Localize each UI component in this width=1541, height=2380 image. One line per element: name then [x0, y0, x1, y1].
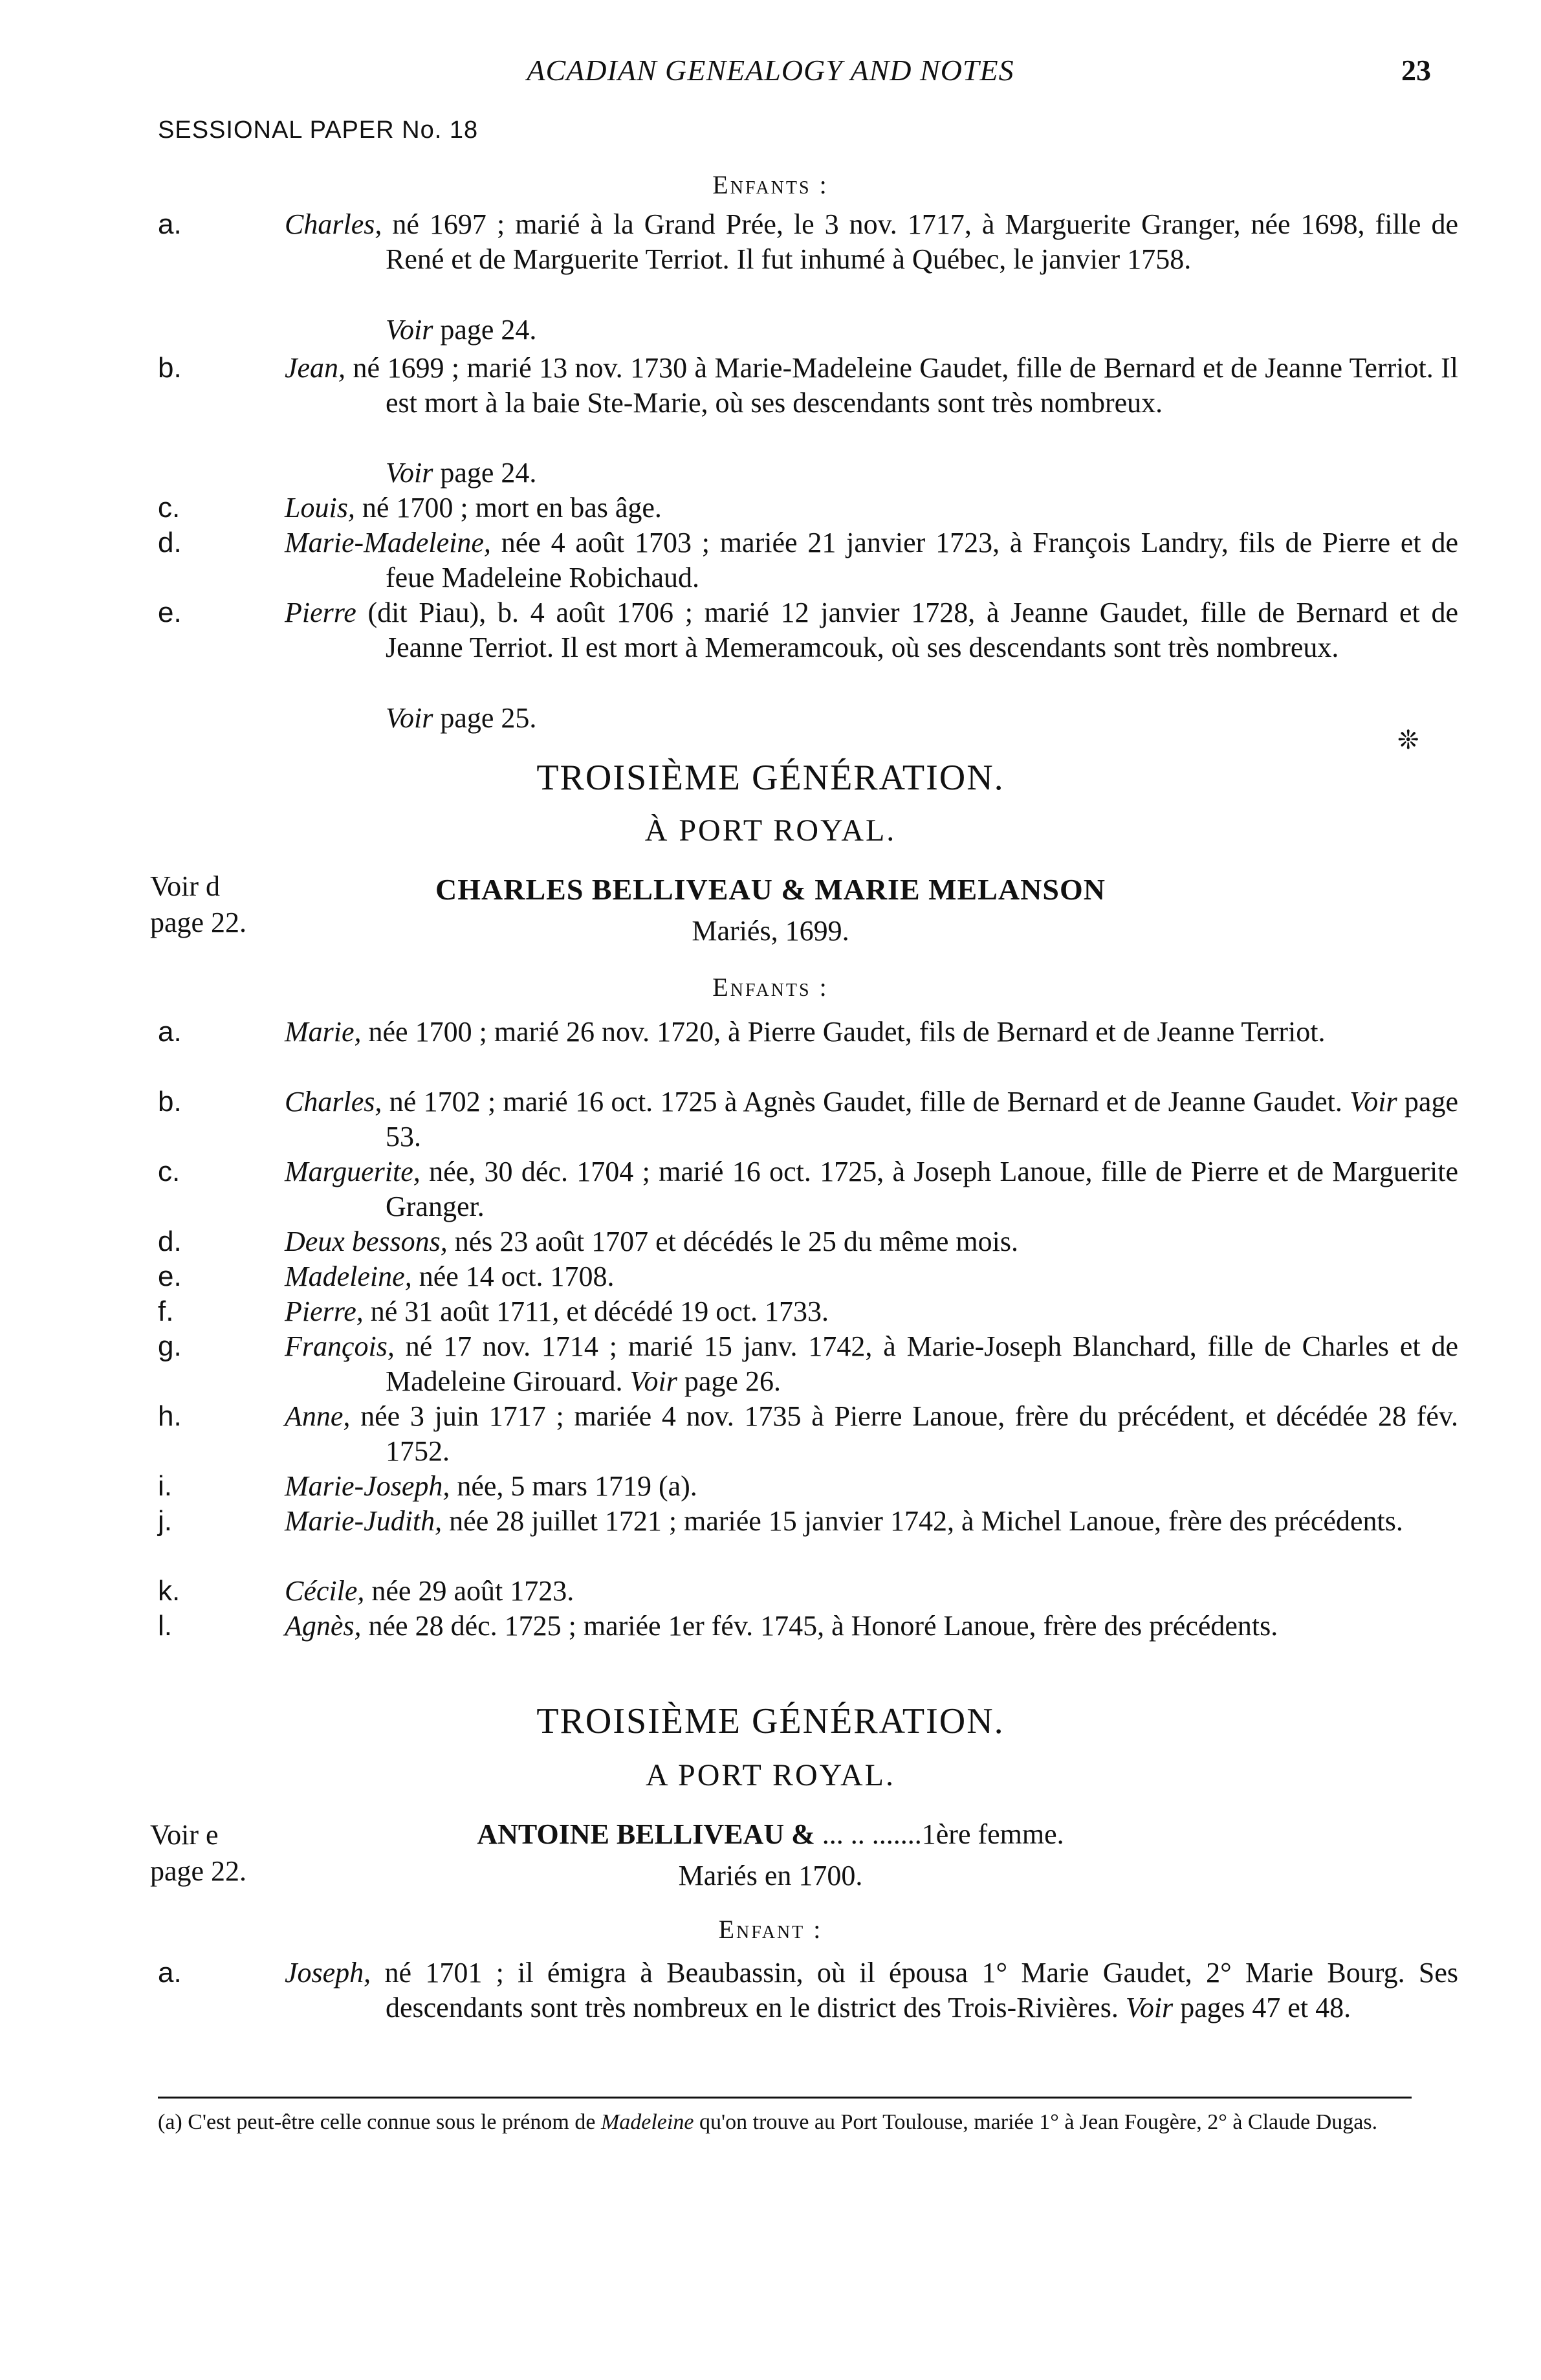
entry-name: Marie-Judith,: [285, 1505, 443, 1537]
voir-label: Voir: [629, 1365, 677, 1397]
margin-note-line: page 22.: [150, 907, 247, 938]
entry-text: né 17 nov. 1714 ; marié 15 janv. 1742, à Marie-Joseph Blanchard, fille de Charles et de Madeleine Girouard.: [386, 1330, 1458, 1397]
couple-suffix: 1ère femme.: [921, 1818, 1064, 1850]
entry-text: né 1701 ; il émigra à Beaubassin, où il épousa 1° Marie Gaudet, 2° Marie Bourg. Ses descendants sont très nombreux en le district des Trois-Rivières.: [371, 1957, 1458, 2023]
entry-name: Jean,: [285, 352, 346, 384]
ornament-icon: ❊: [1397, 725, 1419, 755]
margin-note-line: Voir e: [150, 1819, 219, 1851]
footnote-text: qu'on trouve au Port Toulouse, mariée 1° à Jean Fougère, 2° à Claude Dugas.: [694, 2110, 1378, 2134]
margin-note-line: Voir d: [150, 870, 220, 902]
voir-page: page 24.: [433, 314, 537, 346]
entry-name: Deux bessons,: [285, 1226, 448, 1257]
list-item: [158, 207, 1458, 349]
entry-letter: d.: [158, 1226, 182, 1257]
entry-body: [285, 1609, 1458, 1644]
voir-reference: [386, 701, 536, 736]
entry-name: Pierre,: [285, 1295, 364, 1327]
entry-letter: j.: [158, 1505, 172, 1537]
couple-dots: ... .. .......: [814, 1818, 922, 1850]
entry-text: née, 5 mars 1719 (a).: [450, 1470, 697, 1502]
voir-label: Voir: [386, 702, 433, 734]
entry-letter: i.: [158, 1470, 172, 1502]
entry-name: Charles,: [285, 208, 382, 240]
entry-text: (dit Piau), b. 4 août 1706 ; marié 12 janvier 1728, à Jeanne Gaudet, fille de Bernard et de Jeanne Terriot. Il est mort à Memeramcouk, où ses descendants sont très nombreux.: [356, 597, 1458, 663]
entry-body: [285, 1574, 1458, 1609]
marriage-year: Mariés, 1699.: [692, 915, 849, 947]
voir-label: Voir: [386, 314, 433, 346]
entry-body: [285, 207, 1458, 277]
entry-text: née, 30 déc. 1704 ; marié 16 oct. 1725, à Joseph Lanoue, fille de Pierre et de Marguerite Granger.: [386, 1156, 1458, 1222]
entry-body: [285, 1224, 1458, 1259]
entry-name: Marie,: [285, 1016, 362, 1048]
entry-letter: c.: [158, 1156, 180, 1187]
voir-page: page 53.: [386, 1086, 1458, 1152]
entry-name: Louis,: [285, 492, 355, 523]
entry-text: né 1702 ; marié 16 oct. 1725 à Agnès Gaudet, fille de Bernard et de Jeanne Gaudet.: [382, 1086, 1342, 1118]
entry-name: Marguerite,: [285, 1156, 421, 1187]
margin-note-line: page 22.: [150, 1855, 247, 1887]
list-item: [158, 351, 1458, 461]
entry-name: Pierre: [285, 597, 356, 628]
place-heading: À PORT ROYAL.: [644, 813, 897, 848]
enfants-label: Enfants :: [712, 170, 829, 199]
entry-name: Marie-Madeleine,: [285, 527, 491, 558]
entry-body: [285, 525, 1458, 595]
entry-body: [285, 1015, 1458, 1050]
generation-heading: TROISIÈME GÉNÉRATION.: [536, 1701, 1005, 1741]
entry-text: née 14 oct. 1708.: [411, 1261, 615, 1292]
entry-letter: h.: [158, 1400, 182, 1432]
footnote-marker: (a): [158, 2110, 182, 2134]
sessional-paper-label: SESSIONAL PAPER No. 18: [158, 116, 479, 144]
entry-letter: a.: [158, 1957, 182, 1989]
entry-letter: l.: [158, 1610, 172, 1642]
entry-name: Madeleine,: [285, 1261, 412, 1292]
entry-text: née 3 juin 1717 ; mariée 4 nov. 1735 à Pierre Lanoue, frère du précédent, et décédée 28 fév. 1752.: [350, 1400, 1458, 1467]
entry-body: [285, 1085, 1458, 1154]
entry-body: [285, 1469, 1458, 1504]
entry-name: Anne,: [285, 1400, 351, 1432]
entry-letter: k.: [158, 1575, 180, 1607]
entry-letter: e.: [158, 597, 182, 628]
marriage-year: Mariés en 1700.: [678, 1860, 863, 1891]
entry-body: [285, 351, 1458, 421]
entry-body: [285, 1329, 1458, 1399]
entry-body: [285, 1504, 1458, 1539]
entry-text: née 28 juillet 1721 ; mariée 15 janvier 1742, à Michel Lanoue, frère des précédents.: [442, 1505, 1403, 1537]
entry-text: né 31 août 1711, et décédé 19 oct. 1733.: [363, 1295, 829, 1327]
entry-name: Charles,: [285, 1086, 382, 1118]
footnote: [158, 2110, 1412, 2135]
entry-text: née 1700 ; marié 26 nov. 1720, à Pierre Gaudet, fils de Bernard et de Jeanne Terriot.: [361, 1016, 1326, 1048]
entry-letter: g.: [158, 1330, 182, 1362]
voir-label: Voir: [386, 457, 433, 489]
entry-body: [285, 1294, 1458, 1329]
running-title: ACADIAN GENEALOGY AND NOTES: [527, 54, 1014, 87]
voir-page: page 24.: [433, 457, 537, 489]
entry-text: nés 23 août 1707 et décédés le 25 du même mois.: [447, 1226, 1018, 1257]
entry-body: [285, 1154, 1458, 1224]
footnote-divider: [158, 2097, 1412, 2099]
entry-name: Marie-Joseph,: [285, 1470, 450, 1502]
voir-label: Voir: [1125, 1992, 1174, 2023]
entry-letter: b.: [158, 352, 182, 384]
entry-name: Agnès,: [285, 1610, 362, 1642]
footnote-name: Madeleine: [600, 2110, 694, 2134]
entry-name: François,: [285, 1330, 395, 1362]
entry-letter: a.: [158, 208, 182, 240]
page-number: 23: [1401, 54, 1431, 87]
entry-text: né 1700 ; mort en bas âge.: [355, 492, 662, 523]
entry-name: Joseph,: [285, 1957, 371, 1989]
voir-reference: [386, 313, 536, 347]
couple-heading: CHARLES BELLIVEAU & MARIE MELANSON: [435, 873, 1106, 906]
footnote-text: C'est peut-être celle connue sous le prénom de: [182, 2110, 601, 2134]
voir-page: page 26.: [677, 1365, 781, 1397]
entry-letter: a.: [158, 1016, 182, 1048]
place-heading: A PORT ROYAL.: [646, 1758, 895, 1792]
voir-page: page 25.: [433, 702, 537, 734]
entry-body: [285, 1399, 1458, 1469]
entry-name: Cécile,: [285, 1575, 365, 1607]
entry-text: né 1697 ; marié à la Grand Prée, le 3 nov. 1717, à Marguerite Granger, née 1698, fille de René et de Marguerite Terriot. Il fut inhumé à Québec, le janvier 1758.: [382, 208, 1458, 275]
generation-heading: TROISIÈME GÉNÉRATION.: [536, 758, 1005, 798]
entry-text: née 28 déc. 1725 ; mariée 1er fév. 1745, à Honoré Lanoue, frère des précédents.: [361, 1610, 1278, 1642]
entry-letter: c.: [158, 492, 180, 523]
entry-body: [285, 595, 1458, 665]
entry-letter: b.: [158, 1086, 182, 1118]
enfants-label: Enfants :: [712, 973, 829, 1002]
entry-body: [285, 490, 1458, 525]
voir-page: pages 47 et 48.: [1173, 1992, 1351, 2023]
couple-heading: [0, 1817, 1541, 1852]
couple-names: ANTOINE BELLIVEAU &: [477, 1818, 815, 1850]
voir-label: Voir: [1350, 1086, 1397, 1118]
entry-text: née 4 août 1703 ; mariée 21 janvier 1723, à François Landry, fils de Pierre et de feue Madeleine Robichaud.: [386, 527, 1458, 593]
entry-text: née 29 août 1723.: [364, 1575, 574, 1607]
voir-reference: [386, 456, 536, 490]
entry-letter: e.: [158, 1261, 182, 1292]
enfant-label: Enfant :: [718, 1915, 823, 1944]
entry-body: [285, 1259, 1458, 1294]
entry-body: [285, 1956, 1458, 2025]
entry-letter: d.: [158, 527, 182, 558]
entry-text: né 1699 ; marié 13 nov. 1730 à Marie-Madeleine Gaudet, fille de Bernard et de Jeanne Terriot. Il est mort à la baie Ste-Marie, où ses descendants sont très nombreux.: [345, 352, 1458, 419]
entry-letter: f.: [158, 1295, 174, 1327]
